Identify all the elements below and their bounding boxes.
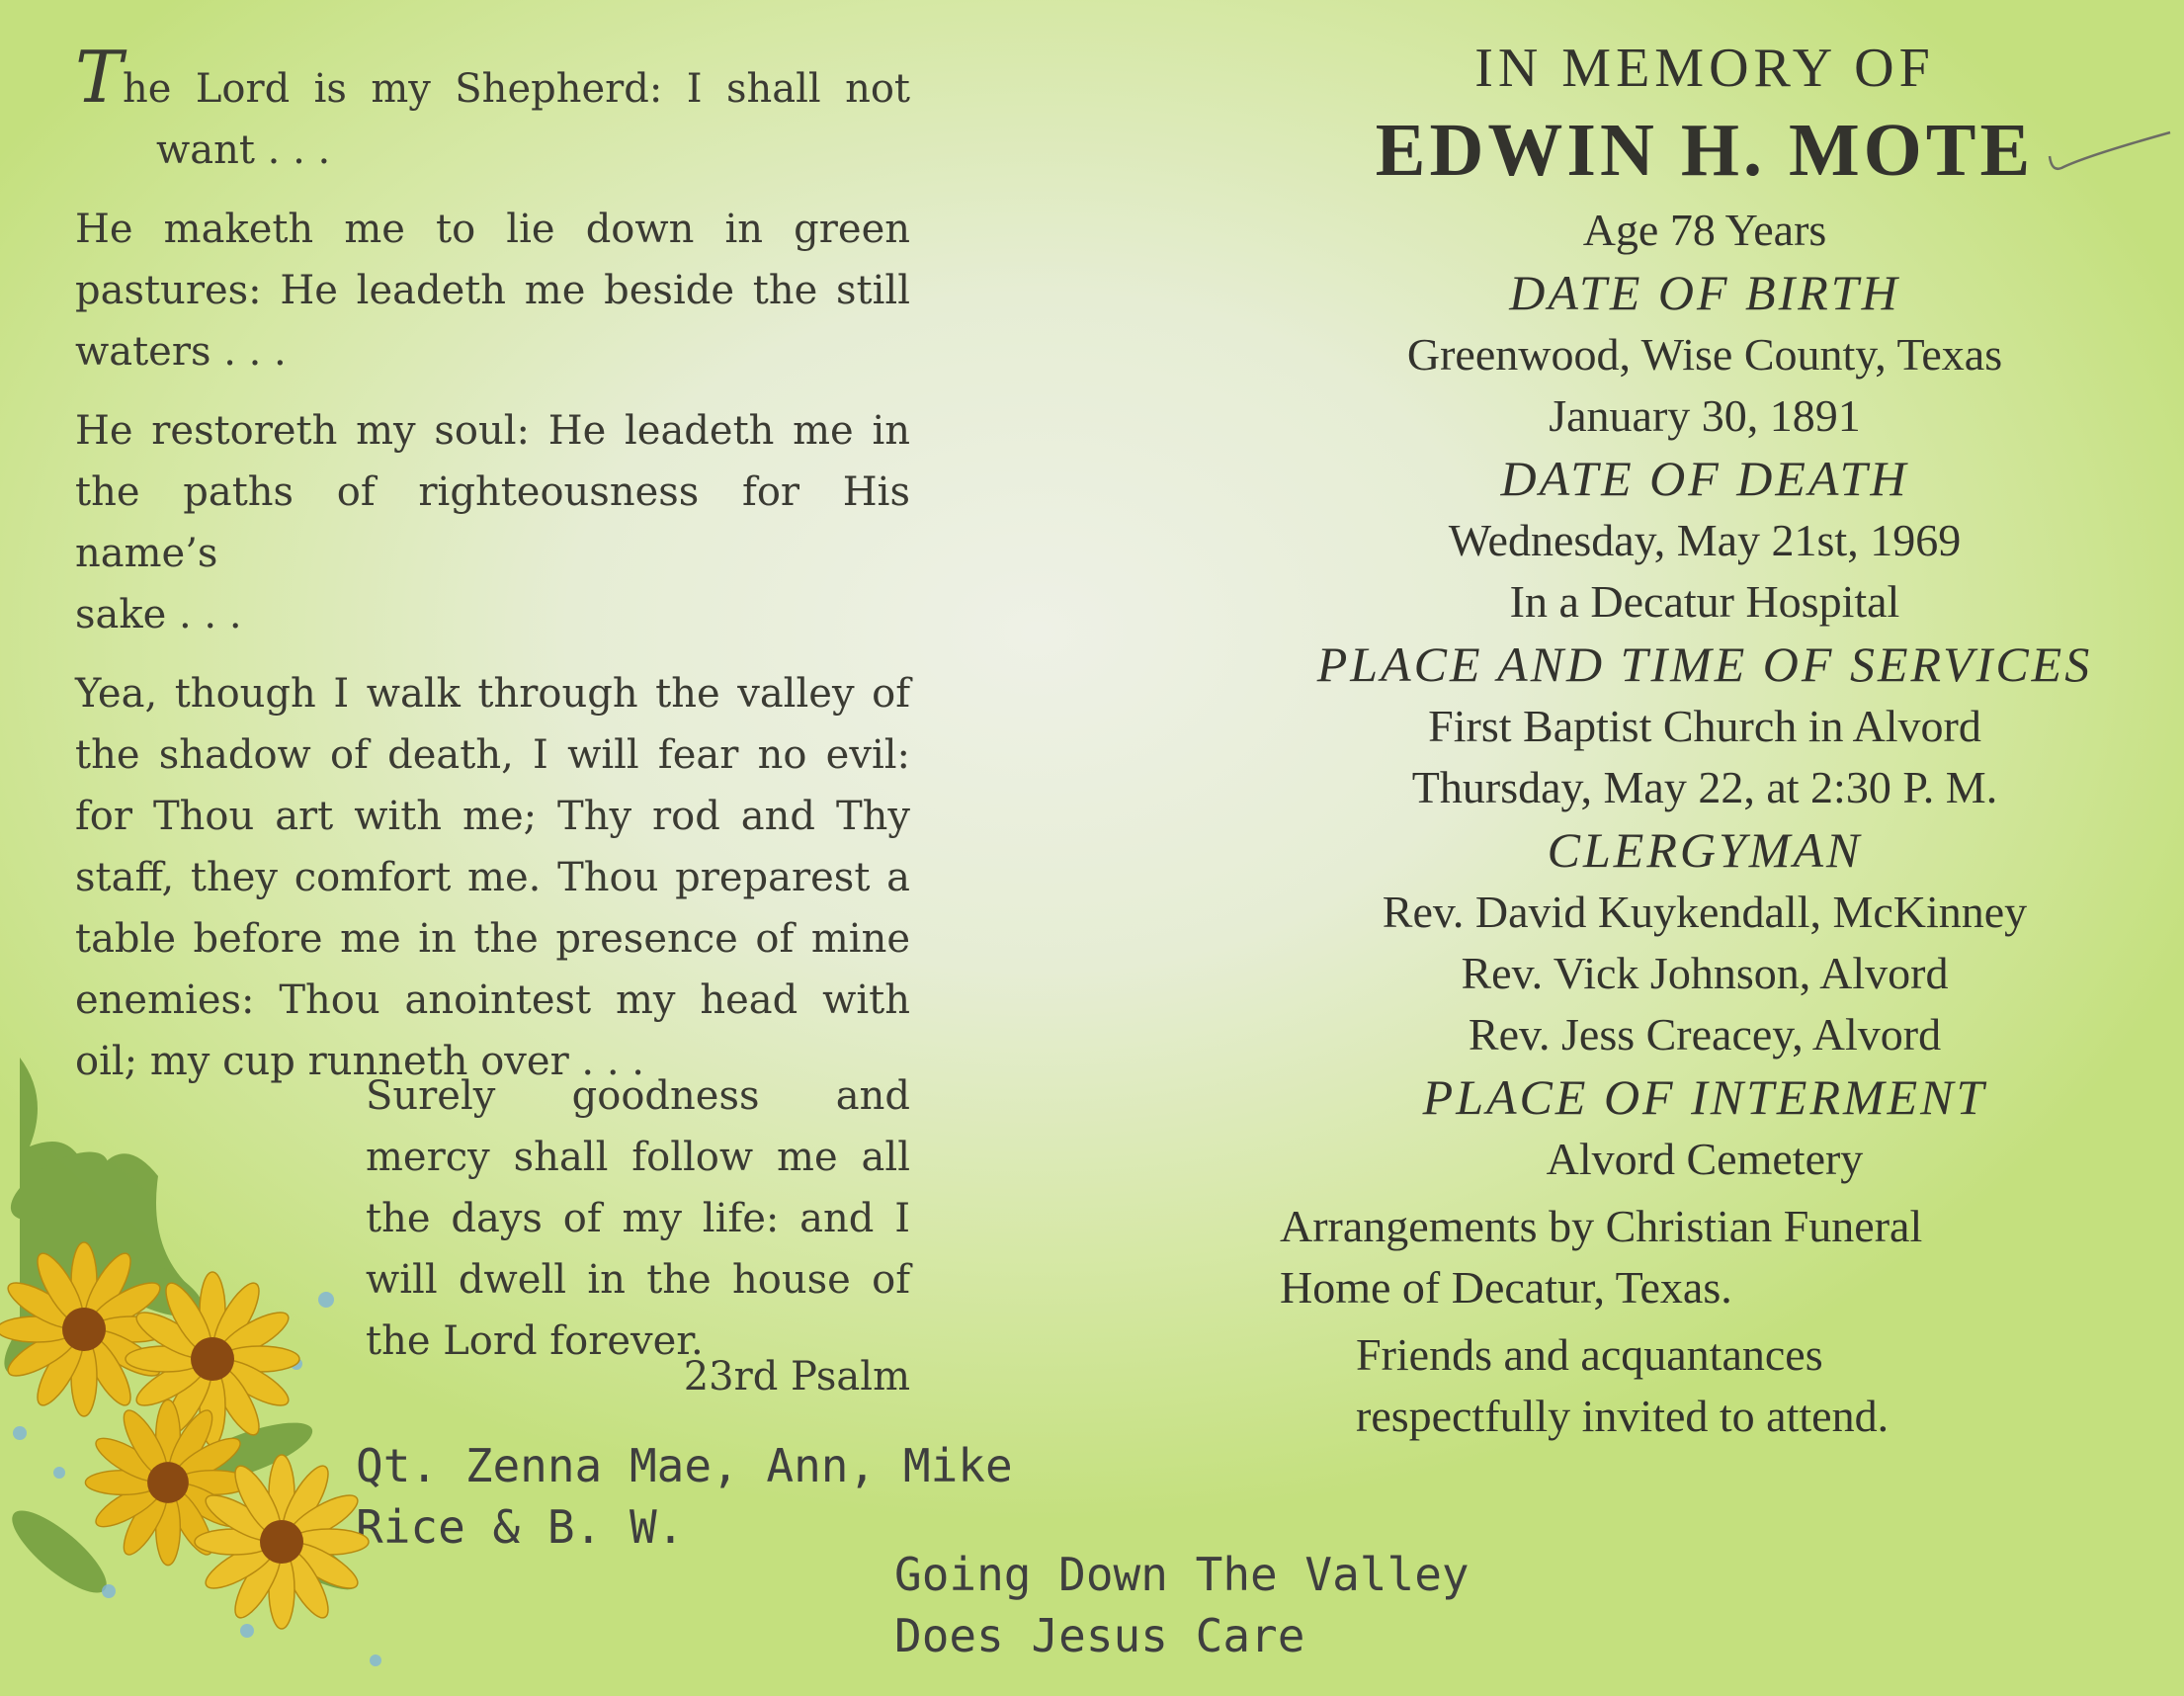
arrangements-line-2: Home of Decatur, Texas.: [1280, 1262, 1732, 1313]
birth-date: January 30, 1891: [1549, 390, 1861, 441]
psalm-verse-3: [75, 400, 910, 645]
psalm-verse-4: [75, 663, 910, 1092]
typed-songs: [894, 1544, 1470, 1666]
invite-line-2: respectfully invited to attend.: [1356, 1391, 1890, 1441]
age: Age 78 Years: [1582, 205, 1827, 255]
clergy-2: Rev. Vick Johnson, Alvord: [1461, 948, 1949, 998]
psalm-verse-1-line-2: want . . .: [156, 127, 331, 173]
death-heading: DATE OF DEATH: [1500, 451, 1909, 506]
psalm-verse-5: Surely goodness and mercy shall follow me all the days of my life: and I will dwell in the house of the Lord forever.: [366, 1073, 910, 1364]
typed-song-1: Going Down The Valley: [894, 1548, 1470, 1601]
psalm-verse-1: [75, 36, 910, 181]
psalm-verse-4-body: Yea, though I walk through the valley of the shadow of death, I will fear no evil: for Thou art with me; Thy rod and Thy staff, they comfort me. Thou preparest a table before me in the presence of mine enemies: Thou anointest my head with: [75, 671, 910, 1023]
typed-tribute-line-1: Qt. Zenna Mae, Ann, Mike: [356, 1439, 1013, 1492]
psalm-verse-2: [75, 199, 910, 382]
obituary-heading: IN MEMORY OF: [1474, 38, 1935, 99]
death-date: Wednesday, May 21st, 1969: [1448, 515, 1962, 565]
psalm-text: [75, 36, 910, 1110]
psalm-verse-4-last: oil; my cup runneth over . . .: [75, 1039, 644, 1084]
pencil-mark-icon: [2046, 127, 2174, 196]
psalm-verse-2-body: He maketh me to lie down in green pastures: He leadeth me beside the still: [75, 207, 910, 313]
death-place: In a Decatur Hospital: [1509, 576, 1900, 627]
birth-place: Greenwood, Wise County, Texas: [1406, 329, 2003, 380]
services-heading: PLACE AND TIME OF SERVICES: [1316, 636, 2093, 692]
arrangements-line-1: Arrangements by Christian Funeral: [1280, 1201, 1923, 1251]
psalm-verse-3-last: sake . . .: [75, 592, 242, 637]
psalm-verse-1-line-1: he Lord is my Shepherd: I shall not: [123, 66, 910, 112]
psalm-verse-3-body: He restoreth my soul: He leadeth me in the paths of righteousness for His name’s: [75, 408, 910, 576]
interment-place: Alvord Cemetery: [1546, 1134, 1864, 1184]
deceased-name: EDWIN H. MOTE: [1375, 109, 2035, 192]
typed-song-2: Does Jesus Care: [894, 1609, 1305, 1662]
obituary: [1240, 36, 2169, 1447]
clergy-3: Rev. Jess Creacey, Alvord: [1468, 1009, 1942, 1060]
clergy-heading: CLERGYMAN: [1547, 822, 1863, 878]
services-place: First Baptist Church in Alvord: [1428, 701, 1981, 751]
services-time: Thursday, May 22, at 2:30 P. M.: [1411, 762, 1998, 812]
psalm-verse-2-last: waters . . .: [75, 329, 287, 375]
psalm-drop-cap: T: [75, 36, 124, 119]
invite-line-1: Friends and acquantances: [1356, 1329, 1823, 1380]
clergy-1: Rev. David Kuykendall, McKinney: [1382, 887, 2028, 937]
interment-heading: PLACE OF INTERMENT: [1422, 1069, 1987, 1125]
typed-tribute-line-2: Rice & B. W.: [356, 1500, 685, 1554]
birth-heading: DATE OF BIRTH: [1509, 265, 1900, 320]
yellow-flowers-icon: [0, 1038, 415, 1696]
psalm-source: 23rd Psalm: [683, 1354, 910, 1399]
typed-tribute: [356, 1435, 1013, 1558]
